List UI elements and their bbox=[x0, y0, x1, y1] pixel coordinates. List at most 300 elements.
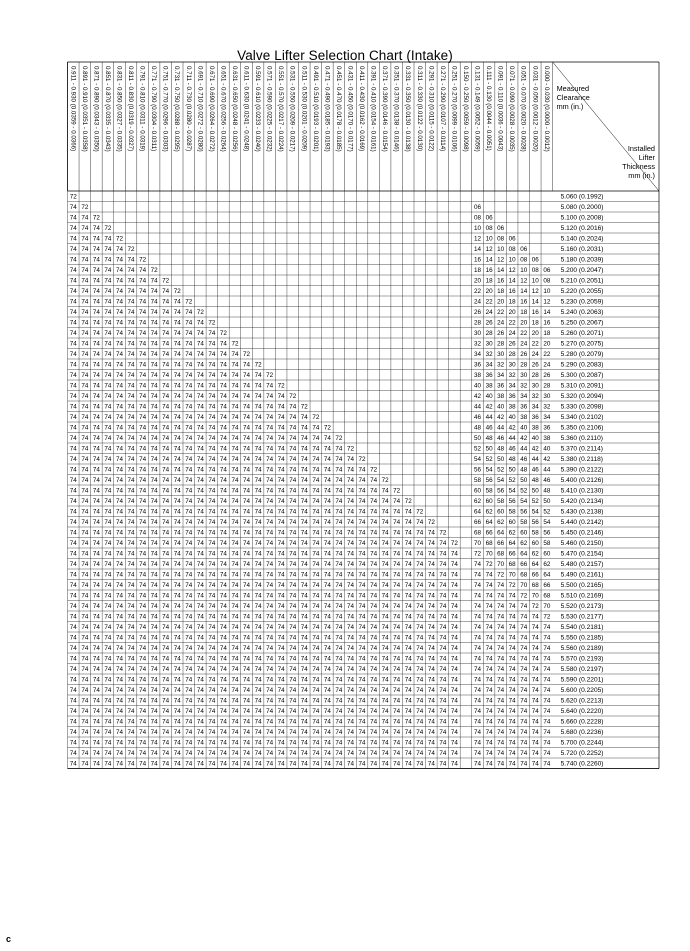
table-cell: 34 bbox=[531, 403, 539, 411]
table-cell: 74 bbox=[69, 256, 77, 264]
table-cell: 72 bbox=[289, 392, 297, 400]
table-cell: 74 bbox=[150, 434, 158, 442]
table-cell: 74 bbox=[474, 728, 482, 736]
table-cell: 74 bbox=[104, 277, 112, 285]
table-cell: 74 bbox=[208, 445, 216, 453]
table-cell: 74 bbox=[219, 592, 227, 600]
table-cell: 74 bbox=[243, 434, 251, 442]
table-cell: 32 bbox=[520, 382, 528, 390]
table-cell: 74 bbox=[150, 613, 158, 621]
table-cell: 74 bbox=[485, 697, 493, 705]
table-cell: 74 bbox=[335, 665, 343, 673]
table-cell: 74 bbox=[485, 581, 493, 589]
table-cell: 68 bbox=[543, 592, 551, 600]
table-cell: 74 bbox=[173, 455, 181, 463]
table-cell: 74 bbox=[404, 707, 412, 715]
clearance-header: 0.271 - 0.290 (0.0107 - 0.0114) bbox=[438, 66, 446, 152]
table-cell: 74 bbox=[185, 329, 193, 337]
table-cell: 74 bbox=[185, 392, 193, 400]
table-cell: 74 bbox=[231, 518, 239, 526]
table-cell: 74 bbox=[520, 655, 528, 663]
table-cell: 10 bbox=[543, 287, 551, 295]
thickness-label: 5.640 (0.2220) bbox=[560, 708, 604, 716]
table-cell: 48 bbox=[474, 424, 482, 432]
thickness-label: 5.360 (0.2110) bbox=[560, 435, 604, 443]
table-cell: 74 bbox=[127, 329, 135, 337]
table-cell: 74 bbox=[139, 266, 147, 274]
table-cell: 74 bbox=[139, 487, 147, 495]
thickness-label: 5.450 (0.2146) bbox=[560, 529, 604, 537]
clearance-header: 0.911 - 0.930 (0.0359 - 0.0366) bbox=[69, 66, 77, 152]
table-cell: 74 bbox=[115, 539, 123, 547]
table-cell: 74 bbox=[277, 644, 285, 652]
table-cell: 74 bbox=[150, 623, 158, 631]
table-cell: 74 bbox=[185, 550, 193, 558]
table-cell: 74 bbox=[346, 665, 354, 673]
thickness-label: 5.350 (0.2106) bbox=[560, 424, 604, 432]
table-cell: 20 bbox=[543, 340, 551, 348]
thickness-label: 5.500 (0.2165) bbox=[560, 582, 604, 590]
table-cell: 16 bbox=[531, 308, 539, 316]
thickness-label: 5.570 (0.2193) bbox=[560, 655, 604, 663]
table-cell: 74 bbox=[69, 203, 77, 211]
table-cell: 74 bbox=[266, 623, 274, 631]
table-cell: 74 bbox=[335, 445, 343, 453]
table-cell: 74 bbox=[231, 592, 239, 600]
table-cell: 74 bbox=[277, 560, 285, 568]
table-cell: 32 bbox=[474, 340, 482, 348]
table-cell: 74 bbox=[427, 686, 435, 694]
table-cell: 74 bbox=[381, 497, 389, 505]
table-cell: 74 bbox=[139, 413, 147, 421]
table-cell: 74 bbox=[104, 592, 112, 600]
table-cell: 74 bbox=[300, 676, 308, 684]
table-cell: 74 bbox=[300, 529, 308, 537]
table-cell: 74 bbox=[381, 602, 389, 610]
table-cell: 74 bbox=[219, 487, 227, 495]
table-cell: 56 bbox=[543, 529, 551, 537]
table-cell: 72 bbox=[381, 476, 389, 484]
table-cell: 74 bbox=[231, 665, 239, 673]
table-cell: 74 bbox=[69, 277, 77, 285]
table-cell: 74 bbox=[92, 424, 100, 432]
table-cell: 74 bbox=[543, 634, 551, 642]
table-cell: 34 bbox=[543, 413, 551, 421]
table-cell: 74 bbox=[312, 676, 320, 684]
table-cell: 74 bbox=[243, 529, 251, 537]
table-cell: 74 bbox=[92, 455, 100, 463]
thickness-label: 5.330 (0.2098) bbox=[560, 403, 604, 411]
table-cell: 74 bbox=[208, 371, 216, 379]
table-cell: 74 bbox=[520, 613, 528, 621]
table-cell: 74 bbox=[416, 686, 424, 694]
table-cell: 74 bbox=[289, 581, 297, 589]
table-cell: 74 bbox=[150, 539, 158, 547]
table-cell: 74 bbox=[231, 686, 239, 694]
table-cell: 74 bbox=[508, 718, 516, 726]
table-cell: 74 bbox=[370, 665, 378, 673]
table-cell: 74 bbox=[508, 739, 516, 747]
table-cell: 74 bbox=[231, 392, 239, 400]
table-cell: 74 bbox=[370, 539, 378, 547]
table-cell: 74 bbox=[185, 634, 193, 642]
table-cell: 64 bbox=[474, 508, 482, 516]
table-cell: 74 bbox=[208, 350, 216, 358]
table-cell: 74 bbox=[173, 707, 181, 715]
table-cell: 74 bbox=[277, 707, 285, 715]
table-cell: 74 bbox=[312, 571, 320, 579]
table-cell: 74 bbox=[173, 539, 181, 547]
table-cell: 74 bbox=[416, 550, 424, 558]
table-cell: 74 bbox=[104, 550, 112, 558]
table-cell: 74 bbox=[81, 581, 89, 589]
table-cell: 50 bbox=[474, 434, 482, 442]
table-cell: 74 bbox=[254, 424, 262, 432]
table-cell: 62 bbox=[474, 497, 482, 505]
table-cell: 74 bbox=[150, 718, 158, 726]
table-cell: 74 bbox=[323, 644, 331, 652]
table-cell: 28 bbox=[531, 371, 539, 379]
table-cell: 74 bbox=[450, 665, 458, 673]
table-cell: 74 bbox=[300, 644, 308, 652]
table-cell: 74 bbox=[266, 455, 274, 463]
table-cell: 58 bbox=[531, 529, 539, 537]
table-cell: 28 bbox=[543, 382, 551, 390]
clearance-header: 0.251 - 0.270 (0.0099 - 0.0106) bbox=[450, 66, 458, 152]
table-cell: 74 bbox=[219, 392, 227, 400]
table-cell: 74 bbox=[531, 623, 539, 631]
table-cell: 74 bbox=[416, 718, 424, 726]
table-cell: 62 bbox=[508, 529, 516, 537]
table-cell: 74 bbox=[150, 298, 158, 306]
table-cell: 74 bbox=[370, 623, 378, 631]
table-cell: 72 bbox=[266, 371, 274, 379]
table-cell: 74 bbox=[185, 644, 193, 652]
table-cell: 74 bbox=[416, 571, 424, 579]
table-cell: 74 bbox=[254, 602, 262, 610]
table-cell: 74 bbox=[520, 749, 528, 757]
table-cell: 74 bbox=[104, 508, 112, 516]
table-cell: 74 bbox=[312, 424, 320, 432]
table-cell: 74 bbox=[231, 602, 239, 610]
table-cell: 74 bbox=[346, 728, 354, 736]
table-cell: 74 bbox=[289, 424, 297, 432]
table-cell: 74 bbox=[173, 476, 181, 484]
table-cell: 74 bbox=[81, 508, 89, 516]
table-cell: 74 bbox=[508, 655, 516, 663]
table-cell: 74 bbox=[162, 560, 170, 568]
table-cell: 74 bbox=[173, 613, 181, 621]
thickness-label: 5.590 (0.2201) bbox=[560, 676, 604, 684]
table-cell: 74 bbox=[335, 718, 343, 726]
table-cell: 42 bbox=[474, 392, 482, 400]
table-cell: 74 bbox=[185, 371, 193, 379]
table-cell: 74 bbox=[127, 718, 135, 726]
table-cell: 16 bbox=[520, 298, 528, 306]
table-cell: 74 bbox=[358, 476, 366, 484]
table-cell: 74 bbox=[196, 686, 204, 694]
table-cell: 74 bbox=[289, 571, 297, 579]
table-cell: 74 bbox=[508, 686, 516, 694]
table-cell: 74 bbox=[104, 287, 112, 295]
table-cell: 74 bbox=[439, 581, 447, 589]
table-cell: 74 bbox=[81, 476, 89, 484]
table-cell: 74 bbox=[358, 676, 366, 684]
table-cell: 74 bbox=[208, 697, 216, 705]
table-cell: 74 bbox=[231, 497, 239, 505]
table-cell: 74 bbox=[243, 508, 251, 516]
table-cell: 74 bbox=[393, 644, 401, 652]
table-cell: 74 bbox=[219, 623, 227, 631]
table-cell: 74 bbox=[115, 487, 123, 495]
table-cell: 74 bbox=[162, 508, 170, 516]
table-cell: 74 bbox=[427, 760, 435, 768]
table-cell: 74 bbox=[508, 749, 516, 757]
table-cell: 74 bbox=[69, 403, 77, 411]
table-cell: 74 bbox=[312, 487, 320, 495]
table-cell: 74 bbox=[81, 686, 89, 694]
table-cell: 74 bbox=[69, 424, 77, 432]
table-cell: 74 bbox=[127, 602, 135, 610]
table-cell: 52 bbox=[531, 497, 539, 505]
table-cell: 08 bbox=[485, 224, 493, 232]
table-cell: 74 bbox=[312, 476, 320, 484]
table-cell: 74 bbox=[266, 602, 274, 610]
table-cell: 54 bbox=[543, 518, 551, 526]
table-cell: 74 bbox=[254, 476, 262, 484]
table-cell: 74 bbox=[439, 665, 447, 673]
table-cell: 74 bbox=[370, 592, 378, 600]
table-cell: 74 bbox=[69, 665, 77, 673]
table-cell: 74 bbox=[358, 571, 366, 579]
clearance-header: 0.891 - 0.910 (0.0351 - 0.0358) bbox=[80, 66, 88, 152]
table-cell: 74 bbox=[208, 613, 216, 621]
thickness-label: 5.740 (0.2260) bbox=[560, 760, 604, 768]
table-cell: 74 bbox=[427, 676, 435, 684]
table-cell: 74 bbox=[196, 697, 204, 705]
thickness-label: 5.200 (0.2047) bbox=[560, 267, 604, 275]
table-cell: 08 bbox=[497, 235, 505, 243]
thickness-label: 5.470 (0.2154) bbox=[560, 550, 604, 558]
table-cell: 10 bbox=[531, 277, 539, 285]
table-cell: 74 bbox=[474, 613, 482, 621]
table-cell: 74 bbox=[450, 613, 458, 621]
table-cell: 74 bbox=[231, 739, 239, 747]
table-cell: 74 bbox=[323, 529, 331, 537]
thickness-label: 5.240 (0.2063) bbox=[560, 309, 604, 317]
table-cell: 74 bbox=[69, 392, 77, 400]
table-cell: 74 bbox=[104, 728, 112, 736]
table-cell: 74 bbox=[243, 518, 251, 526]
table-cell: 74 bbox=[127, 707, 135, 715]
table-cell: 54 bbox=[508, 487, 516, 495]
table-cell: 56 bbox=[508, 497, 516, 505]
table-cell: 74 bbox=[254, 445, 262, 453]
table-cell: 74 bbox=[196, 340, 204, 348]
table-cell: 74 bbox=[208, 581, 216, 589]
table-cell: 74 bbox=[335, 613, 343, 621]
table-cell: 74 bbox=[162, 644, 170, 652]
table-cell: 74 bbox=[219, 602, 227, 610]
table-cell: 74 bbox=[300, 707, 308, 715]
table-cell: 74 bbox=[115, 602, 123, 610]
table-cell: 14 bbox=[543, 308, 551, 316]
table-cell: 74 bbox=[450, 644, 458, 652]
table-cell: 74 bbox=[92, 497, 100, 505]
table-cell: 74 bbox=[139, 466, 147, 474]
table-cell: 74 bbox=[289, 613, 297, 621]
table-cell: 74 bbox=[335, 476, 343, 484]
table-cell: 74 bbox=[150, 287, 158, 295]
table-cell: 74 bbox=[266, 739, 274, 747]
table-cell: 34 bbox=[497, 371, 505, 379]
table-cell: 74 bbox=[69, 518, 77, 526]
table-cell: 74 bbox=[127, 571, 135, 579]
table-cell: 74 bbox=[127, 634, 135, 642]
table-cell: 74 bbox=[358, 760, 366, 768]
table-cell: 74 bbox=[162, 382, 170, 390]
table-cell: 74 bbox=[81, 718, 89, 726]
table-cell: 74 bbox=[115, 560, 123, 568]
table-cell: 74 bbox=[474, 749, 482, 757]
table-cell: 74 bbox=[81, 497, 89, 505]
table-cell: 74 bbox=[254, 518, 262, 526]
table-cell: 74 bbox=[69, 718, 77, 726]
table-cell: 74 bbox=[497, 644, 505, 652]
table-cell: 74 bbox=[243, 592, 251, 600]
table-cell: 74 bbox=[346, 518, 354, 526]
table-cell: 74 bbox=[312, 560, 320, 568]
table-cell: 74 bbox=[69, 623, 77, 631]
table-cell: 74 bbox=[381, 613, 389, 621]
table-cell: 74 bbox=[393, 508, 401, 516]
table-cell: 74 bbox=[185, 350, 193, 358]
thickness-label: 5.460 (0.2150) bbox=[560, 540, 604, 548]
table-cell: 74 bbox=[139, 476, 147, 484]
table-cell: 74 bbox=[277, 508, 285, 516]
table-cell: 14 bbox=[474, 245, 482, 253]
table-cell: 74 bbox=[312, 613, 320, 621]
table-cell: 74 bbox=[139, 655, 147, 663]
table-cell: 74 bbox=[231, 728, 239, 736]
thickness-label: 5.310 (0.2091) bbox=[560, 382, 604, 390]
table-cell: 74 bbox=[92, 529, 100, 537]
table-cell: 74 bbox=[370, 697, 378, 705]
table-cell: 74 bbox=[254, 655, 262, 663]
table-cell: 72 bbox=[370, 466, 378, 474]
table-cell: 72 bbox=[543, 613, 551, 621]
table-cell: 68 bbox=[497, 550, 505, 558]
table-cell: 74 bbox=[150, 445, 158, 453]
table-cell: 74 bbox=[427, 634, 435, 642]
table-cell: 74 bbox=[346, 581, 354, 589]
table-cell: 74 bbox=[162, 718, 170, 726]
table-cell: 74 bbox=[185, 361, 193, 369]
table-cell: 74 bbox=[81, 277, 89, 285]
table-cell: 60 bbox=[531, 539, 539, 547]
table-cell: 74 bbox=[358, 707, 366, 715]
table-cell: 16 bbox=[485, 266, 493, 274]
table-cell: 74 bbox=[231, 508, 239, 516]
table-cell: 12 bbox=[485, 245, 493, 253]
table-cell: 74 bbox=[69, 350, 77, 358]
table-cell: 74 bbox=[243, 539, 251, 547]
table-cell: 74 bbox=[520, 760, 528, 768]
table-cell: 74 bbox=[81, 287, 89, 295]
table-cell: 74 bbox=[266, 728, 274, 736]
table-cell: 74 bbox=[450, 634, 458, 642]
table-cell: 74 bbox=[520, 728, 528, 736]
table-cell: 74 bbox=[300, 739, 308, 747]
table-cell: 74 bbox=[162, 697, 170, 705]
table-cell: 74 bbox=[92, 613, 100, 621]
table-cell: 74 bbox=[416, 634, 424, 642]
table-cell: 74 bbox=[254, 550, 262, 558]
table-cell: 74 bbox=[497, 634, 505, 642]
table-cell: 74 bbox=[393, 592, 401, 600]
table-cell: 74 bbox=[450, 697, 458, 705]
table-cell: 74 bbox=[243, 371, 251, 379]
table-cell: 72 bbox=[115, 235, 123, 243]
table-cell: 74 bbox=[173, 487, 181, 495]
table-cell: 74 bbox=[162, 749, 170, 757]
table-cell: 74 bbox=[115, 266, 123, 274]
table-cell: 30 bbox=[543, 392, 551, 400]
table-cell: 74 bbox=[81, 623, 89, 631]
table-cell: 74 bbox=[312, 592, 320, 600]
corner-installed-label: Thickness bbox=[622, 162, 655, 171]
table-cell: 44 bbox=[543, 466, 551, 474]
table-cell: 74 bbox=[335, 602, 343, 610]
table-cell: 74 bbox=[393, 623, 401, 631]
table-cell: 68 bbox=[531, 581, 539, 589]
table-cell: 74 bbox=[219, 361, 227, 369]
table-cell: 74 bbox=[266, 644, 274, 652]
table-cell: 74 bbox=[231, 487, 239, 495]
table-cell: 74 bbox=[543, 697, 551, 705]
table-cell: 74 bbox=[266, 707, 274, 715]
thickness-label: 5.420 (0.2134) bbox=[560, 498, 604, 506]
clearance-header: 0.411 - 0.430 (0.0162 - 0.0169) bbox=[358, 66, 366, 152]
table-cell: 72 bbox=[277, 382, 285, 390]
table-cell: 74 bbox=[543, 728, 551, 736]
table-cell: 74 bbox=[323, 539, 331, 547]
table-cell: 74 bbox=[393, 560, 401, 568]
table-cell: 74 bbox=[162, 581, 170, 589]
table-cell: 74 bbox=[497, 665, 505, 673]
table-cell: 48 bbox=[485, 434, 493, 442]
table-cell: 74 bbox=[219, 529, 227, 537]
table-cell: 74 bbox=[416, 644, 424, 652]
table-cell: 74 bbox=[185, 718, 193, 726]
table-cell: 74 bbox=[300, 718, 308, 726]
table-cell: 60 bbox=[485, 497, 493, 505]
table-cell: 74 bbox=[69, 707, 77, 715]
table-cell: 74 bbox=[92, 371, 100, 379]
table-cell: 74 bbox=[450, 749, 458, 757]
table-cell: 12 bbox=[531, 287, 539, 295]
thickness-label: 5.100 (0.2008) bbox=[560, 214, 604, 222]
table-cell: 06 bbox=[485, 214, 493, 222]
table-cell: 74 bbox=[92, 665, 100, 673]
table-cell: 74 bbox=[427, 613, 435, 621]
table-cell: 74 bbox=[231, 529, 239, 537]
table-cell: 74 bbox=[381, 487, 389, 495]
table-cell: 36 bbox=[508, 392, 516, 400]
table-cell: 74 bbox=[335, 466, 343, 474]
table-cell: 26 bbox=[474, 308, 482, 316]
table-cell: 74 bbox=[115, 760, 123, 768]
